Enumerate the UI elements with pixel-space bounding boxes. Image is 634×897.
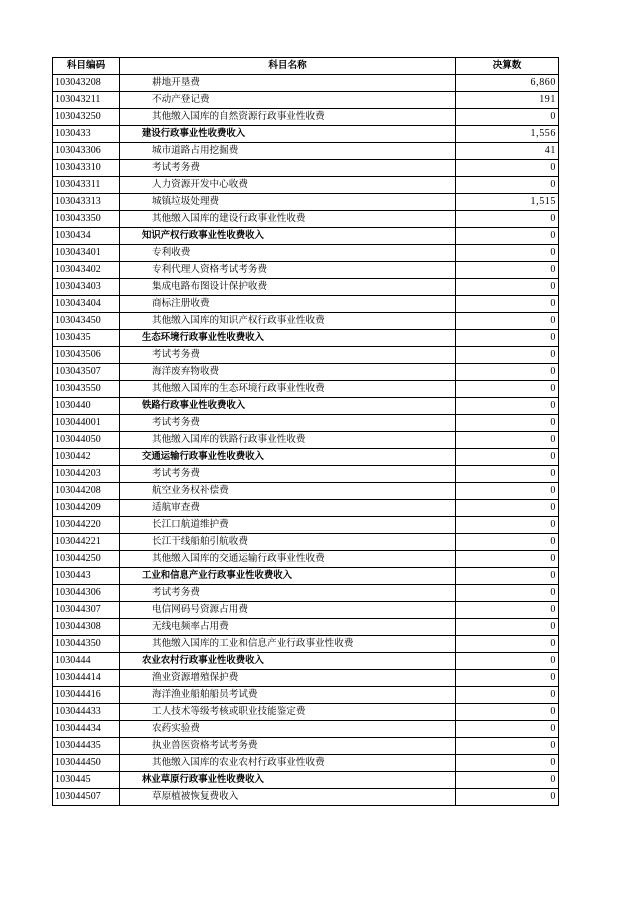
table-row [53, 636, 559, 653]
subject-name-cell: 无线电频率占用费 [120, 619, 456, 636]
subject-name-cell: 城市道路占用挖掘费 [120, 143, 456, 160]
table-row-category [53, 228, 559, 245]
final-amount-cell: 0 [456, 755, 559, 772]
final-amount-cell: 0 [456, 313, 559, 330]
final-amount-cell: 0 [456, 381, 559, 398]
subject-code-cell: 103043506 [53, 347, 120, 364]
subject-code-cell: 103044208 [53, 483, 120, 500]
subject-code-cell: 103044306 [53, 585, 120, 602]
final-amount-cell: 0 [456, 585, 559, 602]
subject-code-cell: 103043350 [53, 211, 120, 228]
subject-name-cell: 生态环境行政事业性收费收入 [120, 330, 456, 347]
subject-code-cell: 103043211 [53, 92, 120, 109]
subject-name-cell: 长江口航道维护费 [120, 517, 456, 534]
subject-name-cell: 其他缴入国库的建设行政事业性收费 [120, 211, 456, 228]
final-amount-cell: 0 [456, 500, 559, 517]
final-amount-cell: 0 [456, 432, 559, 449]
final-amount-cell: 0 [456, 619, 559, 636]
subject-name-cell: 专利代理人资格考试考务费 [120, 262, 456, 279]
subject-name-cell: 其他缴入国库的农业农村行政事业性收费 [120, 755, 456, 772]
table-row [53, 551, 559, 568]
subject-code-cell: 1030445 [53, 772, 120, 789]
subject-code-cell: 103043507 [53, 364, 120, 381]
header-amount: 决算数 [456, 58, 559, 75]
subject-name-cell: 集成电路布图设计保护收费 [120, 279, 456, 296]
subject-name-cell: 其他缴入国库的交通运输行政事业性收费 [120, 551, 456, 568]
subject-code-cell: 103043401 [53, 245, 120, 262]
table-row-category [53, 330, 559, 347]
final-amount-cell: 0 [456, 789, 559, 806]
final-amount-cell: 6,860 [456, 75, 559, 92]
subject-code-cell: 103043313 [53, 194, 120, 211]
subject-code-cell: 103044250 [53, 551, 120, 568]
subject-name-cell: 商标注册收费 [120, 296, 456, 313]
table-row [53, 432, 559, 449]
subject-name-cell: 交通运输行政事业性收费收入 [120, 449, 456, 466]
subject-name-cell: 其他缴入国库的工业和信息产业行政事业性收费 [120, 636, 456, 653]
final-amount-cell: 1,556 [456, 126, 559, 143]
final-amount-cell: 41 [456, 143, 559, 160]
header-code: 科目编码 [53, 58, 120, 75]
table-row-category [53, 772, 559, 789]
subject-code-cell: 103043208 [53, 75, 120, 92]
subject-name-cell: 草原植被恢复费收入 [120, 789, 456, 806]
subject-name-cell: 其他缴入国库的自然资源行政事业性收费 [120, 109, 456, 126]
subject-name-cell: 其他缴入国库的生态环境行政事业性收费 [120, 381, 456, 398]
table-row [53, 721, 559, 738]
subject-code-cell: 103043310 [53, 160, 120, 177]
subject-name-cell: 人力资源开发中心收费 [120, 177, 456, 194]
final-amount-cell: 0 [456, 398, 559, 415]
final-amount-cell: 0 [456, 738, 559, 755]
table-row [53, 364, 559, 381]
subject-code-cell: 1030433 [53, 126, 120, 143]
table-row [53, 585, 559, 602]
subject-code-cell: 103044433 [53, 704, 120, 721]
table-row [53, 738, 559, 755]
subject-name-cell: 海洋渔业船舶船员考试费 [120, 687, 456, 704]
final-amount-cell: 0 [456, 517, 559, 534]
table-row [53, 500, 559, 517]
final-amount-cell: 0 [456, 551, 559, 568]
subject-name-cell: 电信网码号资源占用费 [120, 602, 456, 619]
final-amount-cell: 0 [456, 602, 559, 619]
subject-name-cell: 城镇垃圾处理费 [120, 194, 456, 211]
subject-code-cell: 1030442 [53, 449, 120, 466]
subject-code-cell: 1030440 [53, 398, 120, 415]
subject-name-cell: 林业草原行政事业性收费收入 [120, 772, 456, 789]
subject-code-cell: 1030443 [53, 568, 120, 585]
final-amount-cell: 0 [456, 670, 559, 687]
table-header-row [53, 58, 559, 75]
subject-name-cell: 渔业资源增殖保护费 [120, 670, 456, 687]
final-amount-cell: 0 [456, 568, 559, 585]
subject-code-cell: 1030434 [53, 228, 120, 245]
subject-name-cell: 工人技术等级考核或职业技能鉴定费 [120, 704, 456, 721]
table-row [53, 75, 559, 92]
subject-name-cell: 工业和信息产业行政事业性收费收入 [120, 568, 456, 585]
final-amount-cell: 0 [456, 772, 559, 789]
subject-code-cell: 103043450 [53, 313, 120, 330]
table-row [53, 381, 559, 398]
final-amount-cell: 0 [456, 636, 559, 653]
subject-code-cell: 103043311 [53, 177, 120, 194]
subject-code-cell: 103044220 [53, 517, 120, 534]
subject-name-cell: 其他缴入国库的知识产权行政事业性收费 [120, 313, 456, 330]
subject-code-cell: 103044001 [53, 415, 120, 432]
subject-name-cell: 专利收费 [120, 245, 456, 262]
subject-code-cell: 103044050 [53, 432, 120, 449]
subject-code-cell: 103044416 [53, 687, 120, 704]
subject-name-cell: 考试考务费 [120, 415, 456, 432]
subject-code-cell: 103044450 [53, 755, 120, 772]
final-amount-cell: 0 [456, 653, 559, 670]
header-name: 科目名称 [120, 58, 456, 75]
table-row [53, 92, 559, 109]
final-amount-cell: 0 [456, 245, 559, 262]
subject-name-cell: 农药实验费 [120, 721, 456, 738]
subject-code-cell: 1030444 [53, 653, 120, 670]
final-amount-cell: 0 [456, 466, 559, 483]
table-row [53, 687, 559, 704]
subject-code-cell: 103044434 [53, 721, 120, 738]
table-row-category [53, 398, 559, 415]
final-amount-cell: 0 [456, 177, 559, 194]
table-row [53, 789, 559, 806]
table-row-category [53, 653, 559, 670]
final-amount-cell: 0 [456, 721, 559, 738]
final-amount-cell: 0 [456, 415, 559, 432]
subject-name-cell: 考试考务费 [120, 347, 456, 364]
final-amount-cell: 0 [456, 330, 559, 347]
table-row-category [53, 126, 559, 143]
final-amount-cell: 0 [456, 483, 559, 500]
subject-code-cell: 103044203 [53, 466, 120, 483]
subject-code-cell: 103043403 [53, 279, 120, 296]
table-row [53, 109, 559, 126]
final-amount-cell: 0 [456, 109, 559, 126]
final-amount-cell: 0 [456, 228, 559, 245]
table-row [53, 619, 559, 636]
subject-code-cell: 103044350 [53, 636, 120, 653]
table-row [53, 347, 559, 364]
subject-name-cell: 考试考务费 [120, 585, 456, 602]
final-amount-cell: 0 [456, 687, 559, 704]
table-row [53, 534, 559, 551]
final-amount-cell: 0 [456, 262, 559, 279]
subject-code-cell: 103044307 [53, 602, 120, 619]
subject-code-cell: 103043550 [53, 381, 120, 398]
table-row [53, 143, 559, 160]
subject-code-cell: 103043404 [53, 296, 120, 313]
final-amount-cell: 0 [456, 296, 559, 313]
table-row-category [53, 449, 559, 466]
table-row [53, 245, 559, 262]
subject-code-cell: 103044435 [53, 738, 120, 755]
subject-name-cell: 知识产权行政事业性收费收入 [120, 228, 456, 245]
final-amount-cell: 0 [456, 534, 559, 551]
subject-code-cell: 103043250 [53, 109, 120, 126]
table-row [53, 517, 559, 534]
subject-name-cell: 考试考务费 [120, 466, 456, 483]
subject-code-cell: 103043306 [53, 143, 120, 160]
table-row-category [53, 568, 559, 585]
table-row [53, 296, 559, 313]
subject-code-cell: 103043402 [53, 262, 120, 279]
table-row [53, 755, 559, 772]
subject-name-cell: 海洋废弃物收费 [120, 364, 456, 381]
table-row [53, 262, 559, 279]
table-row [53, 211, 559, 228]
final-amount-cell: 0 [456, 347, 559, 364]
subject-name-cell: 建设行政事业性收费收入 [120, 126, 456, 143]
subject-code-cell: 103044221 [53, 534, 120, 551]
table-row [53, 177, 559, 194]
table-body [53, 75, 559, 806]
subject-code-cell: 103044308 [53, 619, 120, 636]
subject-name-cell: 执业兽医资格考试考务费 [120, 738, 456, 755]
subject-code-cell: 103044209 [53, 500, 120, 517]
table-row [53, 466, 559, 483]
table-row [53, 160, 559, 177]
final-amount-cell: 0 [456, 279, 559, 296]
revenue-table [52, 57, 559, 806]
table-row [53, 704, 559, 721]
subject-code-cell: 1030435 [53, 330, 120, 347]
table-row [53, 415, 559, 432]
final-amount-cell: 191 [456, 92, 559, 109]
final-amount-cell: 0 [456, 704, 559, 721]
subject-name-cell: 长江干线船舶引航收费 [120, 534, 456, 551]
subject-name-cell: 适航审查费 [120, 500, 456, 517]
subject-name-cell: 耕地开垦费 [120, 75, 456, 92]
table-row [53, 602, 559, 619]
table-row [53, 313, 559, 330]
table-row [53, 279, 559, 296]
table-row [53, 483, 559, 500]
table-row [53, 194, 559, 211]
final-amount-cell: 0 [456, 364, 559, 381]
final-amount-cell: 0 [456, 211, 559, 228]
final-amount-cell: 0 [456, 449, 559, 466]
final-amount-cell: 1,515 [456, 194, 559, 211]
table-row [53, 670, 559, 687]
subject-name-cell: 航空业务权补偿费 [120, 483, 456, 500]
revenue-table-sheet [52, 57, 558, 806]
subject-name-cell: 考试考务费 [120, 160, 456, 177]
subject-name-cell: 其他缴入国库的铁路行政事业性收费 [120, 432, 456, 449]
subject-name-cell: 不动产登记费 [120, 92, 456, 109]
subject-name-cell: 铁路行政事业性收费收入 [120, 398, 456, 415]
subject-code-cell: 103044507 [53, 789, 120, 806]
final-amount-cell: 0 [456, 160, 559, 177]
subject-name-cell: 农业农村行政事业性收费收入 [120, 653, 456, 670]
subject-code-cell: 103044414 [53, 670, 120, 687]
